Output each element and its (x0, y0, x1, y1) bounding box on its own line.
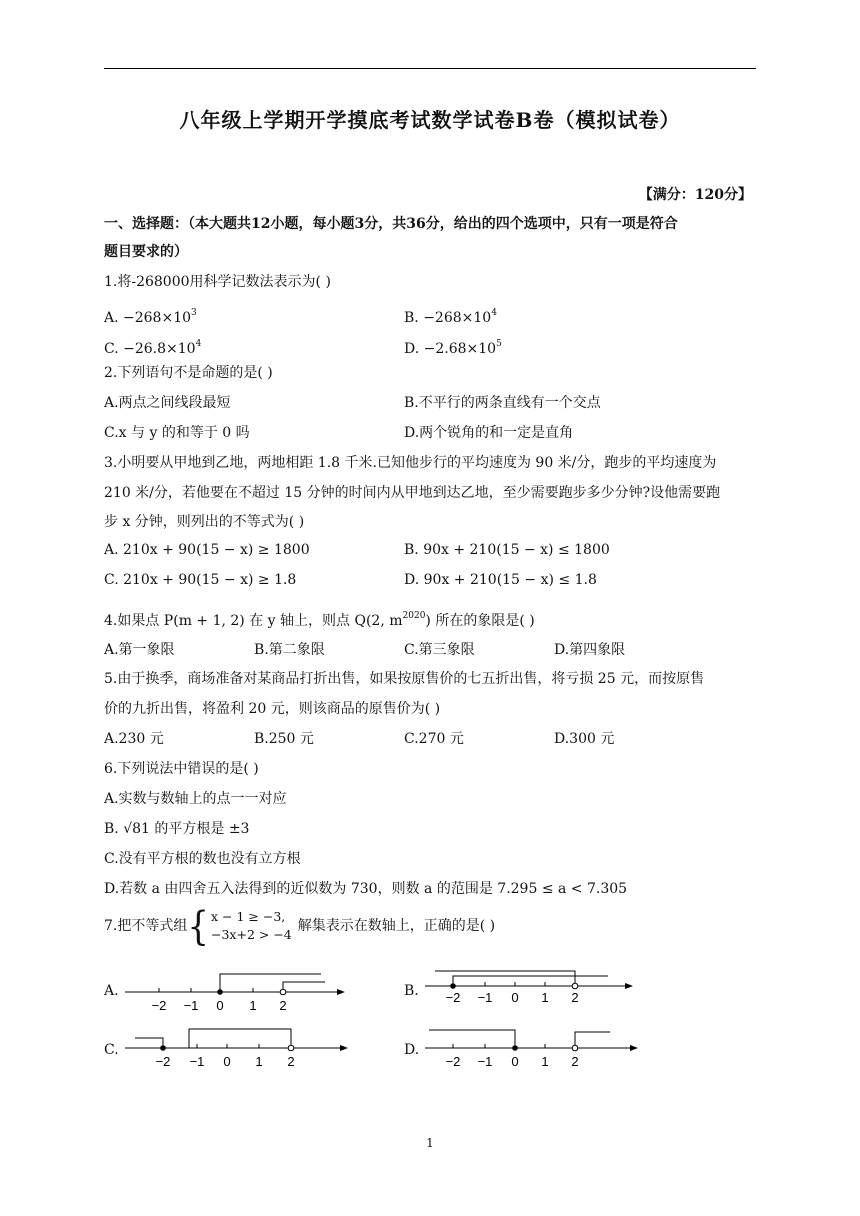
q2-option-d: D.两个锐角的和一定是直角 (404, 425, 574, 441)
tick-label: −2 (155, 1054, 171, 1069)
q3-stem-line3: 步 x 分钟，则列出的不等式为( ) (104, 514, 305, 530)
tick-label: 1 (249, 998, 257, 1013)
q3-option-a: A. 210x + 90(15 − x) ≥ 1800 (104, 542, 310, 558)
tick-label: 2 (287, 1054, 295, 1069)
q7-option-b-label: B. (404, 983, 419, 999)
q6-stem: 6.下列说法中错误的是( ) (104, 761, 259, 777)
section-heading-line1: 一、选择题：（本大题共12小题，每小题3分，共36分，给出的四个选项中，只有一项是符合 (104, 216, 678, 232)
q3-stem-line2: 210 米/分，若他要在不超过 15 分钟的时间内从甲地到达乙地，至少需要跑步多少分钟?设他需要跑 (104, 485, 721, 501)
q2-option-b: B.不平行的两条直线有一个交点 (404, 395, 601, 411)
tick-label: 2 (279, 998, 287, 1013)
q1-option-d: D. $-2.68\times 10^5$ (404, 339, 502, 357)
q6-option-a: A.实数与数轴上的点一一对应 (104, 791, 287, 807)
tick-label: 1 (541, 990, 549, 1005)
tick-label: −1 (183, 998, 199, 1013)
inequality-system: x − 1 ≥ −3, −3x+2 > −4 (211, 909, 292, 942)
q1-option-c: C. $-26.8\times 10^4$ (104, 339, 202, 357)
tick-label: 0 (511, 1054, 519, 1069)
tick-label: −1 (189, 1054, 205, 1069)
page-title: 八年级上学期开学摸底考试数学试卷B卷（模拟试卷） (179, 108, 681, 132)
q3-option-d: D. 90x + 210(15 − x) ≤ 1.8 (404, 572, 597, 588)
q6-option-d: D.若数 a 由四舍五入法得到的近似数为 730，则数 a 的范围是 7.295 ≤ a < 7.305 (104, 881, 628, 897)
q4-option-b: B.第二象限 (254, 642, 325, 658)
tick-label: 1 (255, 1054, 263, 1069)
q4-option-c: C.第三象限 (404, 642, 475, 658)
q1-option-b: B. $-268\times 10^4$ (404, 308, 497, 326)
q7-stem: 7.把不等式组{ x − 1 ≥ −3, −3x+2 > −4 解集表示在数轴上，正确的是( ) (104, 904, 496, 950)
tick-label: 2 (571, 1054, 579, 1069)
q5-option-a: A.230 元 (104, 731, 164, 747)
tick-label: −1 (477, 1054, 493, 1069)
tick-label: 0 (223, 1054, 231, 1069)
q1-option-a: A. $-268\times 10^3$ (104, 308, 197, 326)
brace-symbol: { (187, 904, 209, 950)
q3-option-b: B. 90x + 210(15 − x) ≤ 1800 (404, 542, 610, 558)
section-heading-line2: 题目要求的） (104, 244, 188, 260)
q6-option-b: B. √81 的平方根是 ±3 (104, 821, 250, 837)
q3-option-c: C. 210x + 90(15 − x) ≥ 1.8 (104, 572, 297, 588)
q7-option-a-label: A. (104, 983, 119, 999)
q7-option-d-number-line (425, 1026, 645, 1072)
q2-option-c: C.x 与 y 的和等于 0 吗 (104, 425, 250, 441)
q5-option-d: D.300 元 (554, 731, 615, 747)
tick-label: 0 (216, 998, 224, 1013)
tick-label: −2 (151, 998, 167, 1013)
tick-label: −2 (445, 990, 461, 1005)
q4-option-a: A.第一象限 (104, 642, 175, 658)
tick-label: 0 (511, 990, 519, 1005)
q7-option-d-label: D. (404, 1042, 420, 1058)
q7-option-c-label: C. (104, 1042, 119, 1058)
q7-option-c-number-line (125, 1026, 355, 1072)
q5-stem-line2: 价的九折出售，将盈利 20 元，则该商品的原售价为( ) (104, 701, 441, 717)
q1-stem: 1.将-268000用科学记数法表示为( ) (104, 274, 331, 290)
q5-stem-line1: 5.由于换季，商场准备对某商品打折出售，如果按原售价的七五折出售，将亏损 25 元，而按原售 (104, 671, 705, 687)
tick-label: 2 (571, 990, 579, 1005)
top-rule (104, 68, 756, 69)
q3-stem-line1: 3.小明要从甲地到乙地，两地相距 1.8 千米.已知他步行的平均速度为 90 米/分，跑步的平均速度为 (104, 455, 717, 471)
q4-stem: 4.如果点 P(m + 1, 2) 在 y 轴上，则点 Q(2, $m^{2020}$) 所在的象限是( ) (104, 611, 535, 629)
q2-option-a: A.两点之间线段最短 (104, 395, 231, 411)
q6-option-c: C.没有平方根的数也没有立方根 (104, 851, 301, 867)
tick-label: −2 (445, 1054, 461, 1069)
q7-option-b-number-line (425, 968, 640, 1012)
full-score: 【满分：120分】 (638, 187, 752, 203)
q7-option-a-number-line (125, 968, 350, 1012)
q5-option-c: C.270 元 (404, 731, 464, 747)
q2-stem: 2.下列语句不是命题的是( ) (104, 365, 273, 381)
tick-label: 1 (541, 1054, 549, 1069)
q5-option-b: B.250 元 (254, 731, 314, 747)
tick-label: −1 (477, 990, 493, 1005)
q4-option-d: D.第四象限 (554, 642, 626, 658)
page-number: 1 (426, 1136, 434, 1150)
